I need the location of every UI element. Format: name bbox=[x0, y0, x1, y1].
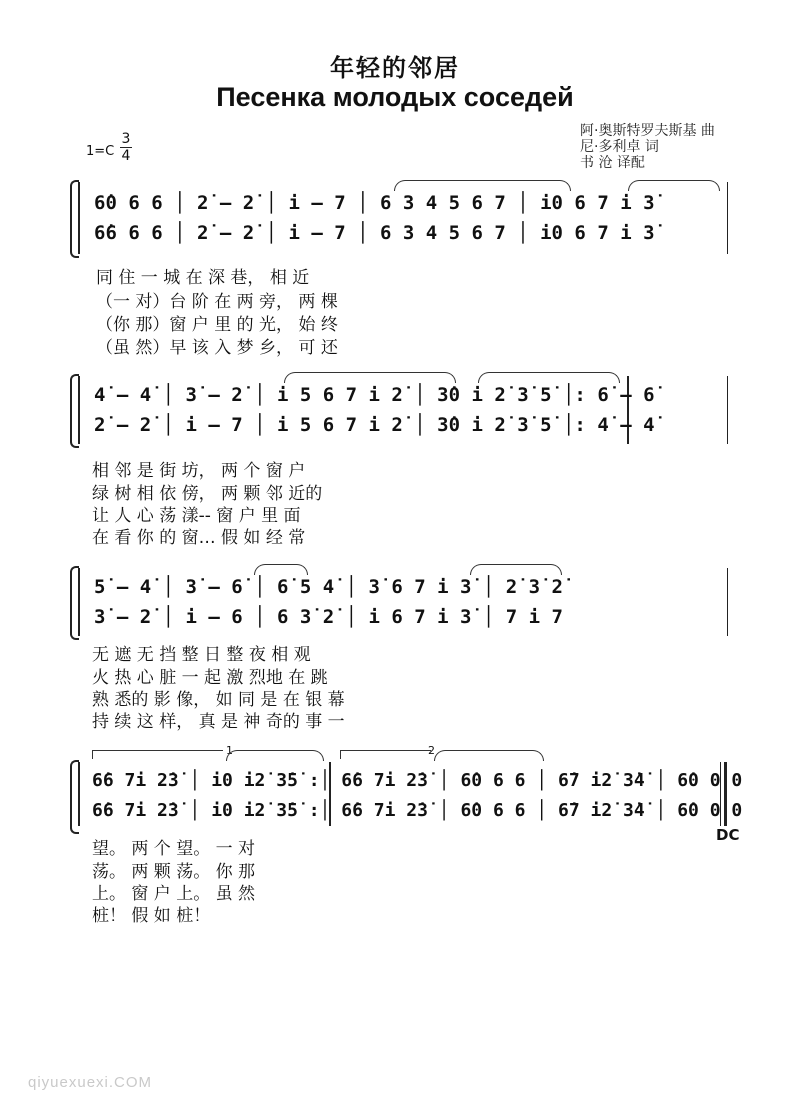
volta-2-bracket bbox=[340, 750, 431, 759]
system-4-lyric-verse-3: 上。 窗 户 上。 虽 然 bbox=[92, 884, 256, 904]
volta-2-number: 2 bbox=[428, 744, 435, 757]
da-capo-marking: DC bbox=[716, 826, 740, 844]
time-signature-top: 3 bbox=[121, 131, 131, 147]
system-1-lyric-verse-2: （一 对）台 阶 在 两 旁， 两 棵 bbox=[96, 292, 338, 312]
volta-1-bracket bbox=[92, 750, 223, 759]
system-4-lyric-verse-4: 桩！ 假 如 桩！ bbox=[92, 906, 211, 926]
site-watermark: qiyuexuexi.COM bbox=[28, 1074, 153, 1091]
system-1-end-barline bbox=[727, 182, 728, 254]
lyricist-credit: 尼·多利卓 词 bbox=[580, 139, 659, 155]
key-signature: 1=C bbox=[86, 144, 115, 159]
system-4-lyric-verse-1: 望。 两 个 望。 一 对 bbox=[92, 839, 256, 859]
system-2-lyric-verse-3: 让 人 心 荡 漾-- 窗 户 里 面 bbox=[92, 506, 301, 526]
system-2-upper-voice: 4̇ – 4̇ │ 3̇ – 2̇ │ i 5 6 7 i 2̇ │ 3̇0 i 2̇ 3̇ 5̇ │: 6̇ – 6̇ bbox=[94, 384, 655, 406]
system-1-lyric-verse-4: （虽 然）早 该 入 梦 乡， 可 还 bbox=[96, 338, 338, 358]
system-3-lyric-verse-3: 熟 悉的 影 像， 如 同 是 在 银 幕 bbox=[92, 690, 345, 710]
system-4-start-barline bbox=[78, 762, 80, 826]
system-3-lyric-verse-2: 火 热 心 脏 一 起 激 烈地 在 跳 bbox=[92, 668, 328, 688]
volta-1-number: 1 bbox=[226, 744, 233, 757]
system-4-upper-voice: 6̇6 7i 2̇3̇ │ i0 i2̇ 3̇5̇ :│ 6̇6 7i 2̇3̇ │ 6̇0 6 6 │ 6̇7 i2̇ 3̇4̇ │ 6̇0 0 0 bbox=[92, 770, 743, 791]
system-3-lyric-verse-4: 持 续 这 样， 真 是 神 奇的 事 一 bbox=[92, 712, 345, 732]
translator-credit: 书 沧 译配 bbox=[580, 155, 645, 171]
system-1-lyric-verse-1: 同 住 一 城 在 深 巷， 相 近 bbox=[96, 268, 310, 288]
system-4-slur-1 bbox=[226, 750, 324, 761]
system-4-lyric-verse-2: 荡。 两 颗 荡。 你 那 bbox=[92, 862, 256, 882]
system-2-start-barline bbox=[78, 376, 80, 444]
system-1-slur-2 bbox=[628, 180, 720, 191]
system-2-slur-1 bbox=[284, 372, 456, 383]
system-4-slur-2 bbox=[434, 750, 544, 761]
system-3-lower-voice: 3̇ – 2̇ │ i – 6 │ 6 3̇ 2̇ │ i 6 7 i 3̇ │ 7 i 7 bbox=[94, 606, 563, 628]
system-3-start-barline bbox=[78, 568, 80, 636]
system-3-slur-2 bbox=[470, 564, 562, 575]
system-3-lyric-verse-1: 无 遮 无 挡 整 日 整 夜 相 观 bbox=[92, 645, 311, 665]
title-russian: Песенка молодых соседей bbox=[216, 82, 574, 112]
system-4-lower-voice: 6̇6 7i 2̇3̇ │ i0 i2̇ 3̇5̇ :│ 6̇6 7i 2̇3̇ │ 6̇0 6 6 │ 6̇7 i2̇ 3̇4̇ │ 6̇0 0 0 bbox=[92, 800, 743, 821]
system-2-lyric-verse-4: 在 看 你 的 窗… 假 如 经 常 bbox=[92, 528, 306, 548]
system-2-lyric-verse-2: 绿 树 相 依 傍， 两 颗 邻 近的 bbox=[92, 484, 323, 504]
system-2-lower-voice: 2̇ – 2̇ │ i – 7 │ i 5 6 7 i 2̇ │ 3̇0 i 2̇ 3̇ 5̇ │: 4̇ – 4̇ bbox=[94, 414, 655, 436]
system-3-upper-voice: 5̇ – 4̇ │ 3̇ – 6̇ │ 6̇ 5 4̇ │ 3̇ 6 7 i 3̇ │ 2̇ 3̇ 2̇ bbox=[94, 576, 563, 598]
system-1-lower-voice: 6̇6 6 6 │ 2̇ – 2̇ │ i – 7 │ 6 3 4 5 6 7 │ i0 6 7 i 3̇ bbox=[94, 222, 655, 244]
system-3-slur-1 bbox=[254, 564, 308, 575]
system-1-upper-voice: 6̇0 6 6 │ 2̇ – 2̇ │ i – 7 │ 6 3 4 5 6 7 │ i0 6 7 i 3̇ bbox=[94, 192, 655, 214]
title-chinese: 年轻的邻居 bbox=[330, 53, 460, 82]
system-1-lyric-verse-3: （你 那）窗 户 里 的 光， 始 终 bbox=[96, 315, 338, 335]
time-signature bbox=[120, 132, 132, 163]
system-1-start-barline bbox=[78, 182, 80, 254]
system-3-end-barline bbox=[727, 568, 728, 636]
system-2-end-barline bbox=[727, 376, 728, 444]
system-1-slur-1 bbox=[394, 180, 571, 191]
composer-credit: 阿·奥斯特罗夫斯基 曲 bbox=[580, 123, 715, 139]
system-2-lyric-verse-1: 相 邻 是 街 坊， 两 个 窗 户 bbox=[92, 461, 306, 481]
system-2-slur-2 bbox=[478, 372, 620, 383]
time-signature-bottom: 4 bbox=[121, 148, 131, 164]
